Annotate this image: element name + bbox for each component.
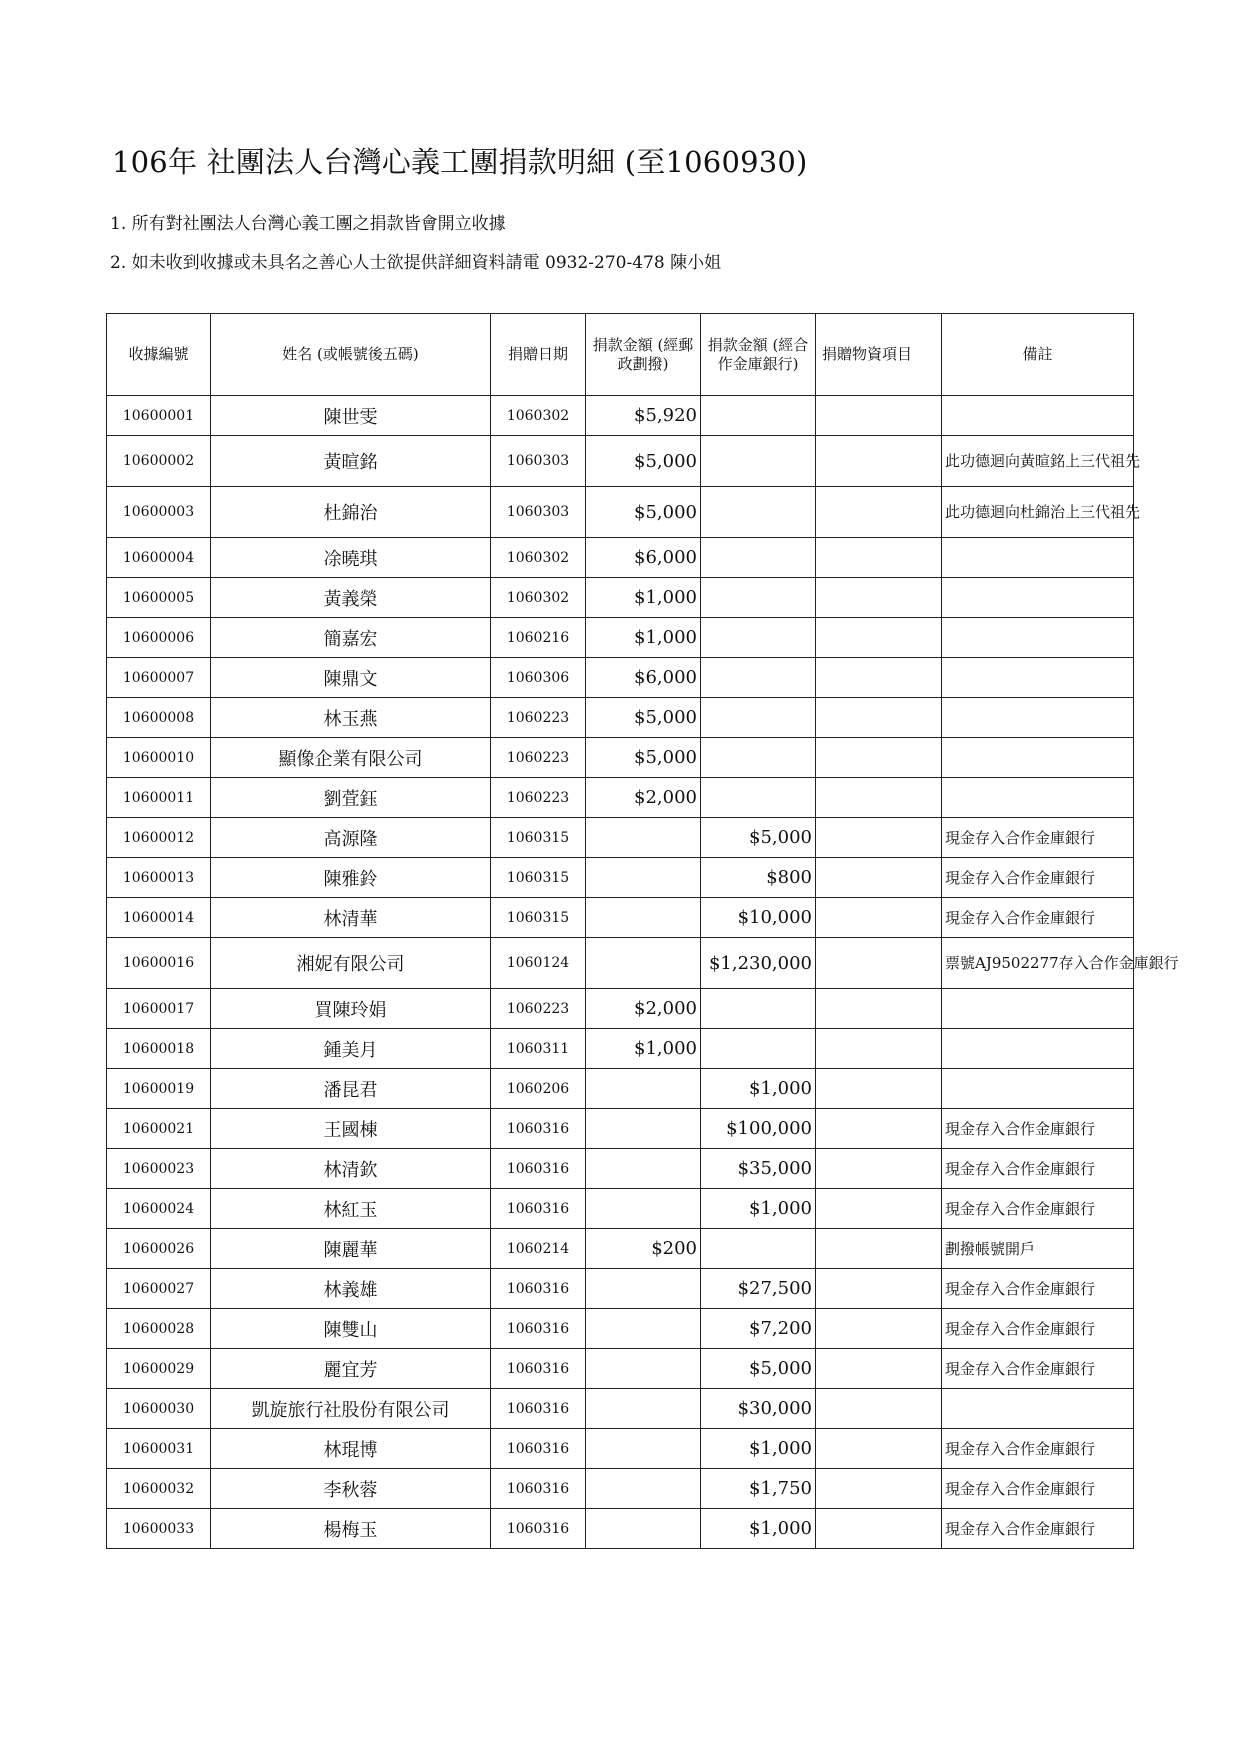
amount-bank-cell: $1,000 <box>701 1189 816 1229</box>
table-row <box>107 1469 1134 1509</box>
donated-items-cell <box>816 938 942 989</box>
remark-cell: 現金存入合作金庫銀行 <box>942 1149 1134 1189</box>
donated-items-cell <box>816 1269 942 1309</box>
table-row <box>107 738 1134 778</box>
table-row <box>107 436 1134 487</box>
amount-postal-cell <box>586 898 701 938</box>
amount-bank-cell <box>701 738 816 778</box>
header-donation-date: 捐贈日期 <box>491 314 586 396</box>
table-row <box>107 818 1134 858</box>
amount-bank-cell <box>701 487 816 538</box>
table-row <box>107 938 1134 989</box>
donated-items-cell <box>816 1069 942 1109</box>
donated-items-cell <box>816 989 942 1029</box>
table-row <box>107 1229 1134 1269</box>
donation-date-cell: 1060316 <box>491 1109 586 1149</box>
amount-bank-cell <box>701 989 816 1029</box>
donation-date-cell: 1060315 <box>491 898 586 938</box>
receipt-number-cell: 10600011 <box>107 778 211 818</box>
remark-cell <box>942 989 1134 1029</box>
header-donor-name: 姓名 (或帳號後五碼) <box>211 314 491 396</box>
donor-name-cell: 王國棟 <box>211 1109 491 1149</box>
receipt-number-cell: 10600026 <box>107 1229 211 1269</box>
receipt-number-cell: 10600029 <box>107 1349 211 1389</box>
donated-items-cell <box>816 1469 942 1509</box>
amount-postal-cell: $5,000 <box>586 436 701 487</box>
remark-cell: 劃撥帳號開戶 <box>942 1229 1134 1269</box>
header-receipt-number: 收據編號 <box>107 314 211 396</box>
remark-cell <box>942 396 1134 436</box>
donation-date-cell: 1060223 <box>491 698 586 738</box>
amount-bank-cell: $1,750 <box>701 1469 816 1509</box>
amount-bank-cell <box>701 698 816 738</box>
header-amount-bank: 捐款金額 (經合作金庫銀行) <box>701 314 816 396</box>
amount-postal-cell <box>586 818 701 858</box>
donor-name-cell: 林琨博 <box>211 1429 491 1469</box>
donation-date-cell: 1060311 <box>491 1029 586 1069</box>
donor-name-cell: 林玉燕 <box>211 698 491 738</box>
donor-name-cell: 黃暄銘 <box>211 436 491 487</box>
remark-cell <box>942 538 1134 578</box>
donation-date-cell: 1060316 <box>491 1349 586 1389</box>
amount-postal-cell <box>586 858 701 898</box>
donation-date-cell: 1060216 <box>491 618 586 658</box>
donation-date-cell: 1060316 <box>491 1389 586 1429</box>
amount-postal-cell: $5,920 <box>586 396 701 436</box>
donated-items-cell <box>816 858 942 898</box>
donor-name-cell: 陳雅鈴 <box>211 858 491 898</box>
receipt-number-cell: 10600031 <box>107 1429 211 1469</box>
donated-items-cell <box>816 1389 942 1429</box>
receipt-number-cell: 10600001 <box>107 396 211 436</box>
amount-postal-cell: $1,000 <box>586 618 701 658</box>
donation-table <box>106 313 1179 1549</box>
table-row <box>107 1149 1134 1189</box>
donation-date-cell: 1060316 <box>491 1309 586 1349</box>
receipt-number-cell: 10600019 <box>107 1069 211 1109</box>
amount-bank-cell <box>701 778 816 818</box>
amount-postal-cell <box>586 1389 701 1429</box>
amount-bank-cell: $1,000 <box>701 1429 816 1469</box>
amount-postal-cell <box>586 1069 701 1109</box>
table-row <box>107 1309 1134 1349</box>
receipt-number-cell: 10600008 <box>107 698 211 738</box>
table-row <box>107 487 1134 538</box>
donation-date-cell: 1060223 <box>491 778 586 818</box>
amount-bank-cell: $30,000 <box>701 1389 816 1429</box>
amount-postal-cell <box>586 938 701 989</box>
donor-name-cell: 簡嘉宏 <box>211 618 491 658</box>
table-row <box>107 1349 1134 1389</box>
table-row <box>107 578 1134 618</box>
donor-name-cell: 顯像企業有限公司 <box>211 738 491 778</box>
amount-postal-cell: $5,000 <box>586 487 701 538</box>
donated-items-cell <box>816 618 942 658</box>
remark-cell <box>942 1069 1134 1109</box>
donation-date-cell: 1060302 <box>491 538 586 578</box>
receipt-number-cell: 10600004 <box>107 538 211 578</box>
header-amount-postal: 捐款金額 (經郵政劃撥) <box>586 314 701 396</box>
amount-postal-cell <box>586 1149 701 1189</box>
donation-date-cell: 1060315 <box>491 858 586 898</box>
donor-name-cell: 黃義榮 <box>211 578 491 618</box>
donated-items-cell <box>816 436 942 487</box>
donated-items-cell <box>816 1349 942 1389</box>
amount-postal-cell: $1,000 <box>586 578 701 618</box>
amount-bank-cell: $5,000 <box>701 818 816 858</box>
donated-items-cell <box>816 1149 942 1189</box>
donor-name-cell: 陳麗華 <box>211 1229 491 1269</box>
table-row <box>107 1189 1134 1229</box>
table-row <box>107 1509 1134 1549</box>
receipt-number-cell: 10600003 <box>107 487 211 538</box>
amount-bank-cell <box>701 618 816 658</box>
remark-cell: 此功德迴向杜錦治上三代祖先 <box>942 487 1134 538</box>
remark-cell <box>942 778 1134 818</box>
table-row <box>107 858 1134 898</box>
donation-date-cell: 1060306 <box>491 658 586 698</box>
donor-name-cell: 凱旋旅行社股份有限公司 <box>211 1389 491 1429</box>
amount-bank-cell <box>701 396 816 436</box>
donor-name-cell: 李秋蓉 <box>211 1469 491 1509</box>
amount-postal-cell: $5,000 <box>586 738 701 778</box>
donation-date-cell: 1060316 <box>491 1269 586 1309</box>
donor-name-cell: 杜錦治 <box>211 487 491 538</box>
remark-cell: 現金存入合作金庫銀行 <box>942 818 1134 858</box>
amount-bank-cell: $35,000 <box>701 1149 816 1189</box>
amount-bank-cell <box>701 538 816 578</box>
donation-date-cell: 1060302 <box>491 578 586 618</box>
remark-cell: 現金存入合作金庫銀行 <box>942 1109 1134 1149</box>
remark-cell: 此功德迴向黃暄銘上三代祖先 <box>942 436 1134 487</box>
receipt-number-cell: 10600027 <box>107 1269 211 1309</box>
donated-items-cell <box>816 1429 942 1469</box>
donor-name-cell: 潘昆君 <box>211 1069 491 1109</box>
donor-name-cell: 麗宜芳 <box>211 1349 491 1389</box>
table-row <box>107 538 1134 578</box>
receipt-number-cell: 10600033 <box>107 1509 211 1549</box>
donation-date-cell: 1060124 <box>491 938 586 989</box>
header-remarks: 備註 <box>942 314 1134 396</box>
amount-bank-cell: $1,000 <box>701 1509 816 1549</box>
donation-date-cell: 1060316 <box>491 1189 586 1229</box>
remark-cell: 現金存入合作金庫銀行 <box>942 1309 1134 1349</box>
amount-bank-cell <box>701 436 816 487</box>
amount-postal-cell: $2,000 <box>586 989 701 1029</box>
donor-name-cell: 林義雄 <box>211 1269 491 1309</box>
donor-name-cell: 買陳玲娟 <box>211 989 491 1029</box>
amount-bank-cell: $100,000 <box>701 1109 816 1149</box>
donor-name-cell: 林清欽 <box>211 1149 491 1189</box>
remark-cell: 現金存入合作金庫銀行 <box>942 1269 1134 1309</box>
amount-postal-cell: $2,000 <box>586 778 701 818</box>
amount-bank-cell: $1,000 <box>701 1069 816 1109</box>
receipt-number-cell: 10600007 <box>107 658 211 698</box>
donated-items-cell <box>816 898 942 938</box>
donor-name-cell: 陳鼎文 <box>211 658 491 698</box>
table-row <box>107 618 1134 658</box>
table-row <box>107 989 1134 1029</box>
donation-date-cell: 1060316 <box>491 1429 586 1469</box>
donated-items-cell <box>816 1309 942 1349</box>
receipt-number-cell: 10600002 <box>107 436 211 487</box>
donation-date-cell: 1060316 <box>491 1149 586 1189</box>
remark-cell: 現金存入合作金庫銀行 <box>942 1429 1134 1469</box>
remark-cell: 現金存入合作金庫銀行 <box>942 1189 1134 1229</box>
remark-cell <box>942 658 1134 698</box>
donor-name-cell: 高源隆 <box>211 818 491 858</box>
table-header-row <box>107 314 1134 396</box>
amount-bank-cell <box>701 1029 816 1069</box>
donation-date-cell: 1060303 <box>491 487 586 538</box>
amount-postal-cell <box>586 1309 701 1349</box>
donor-name-cell: 湘妮有限公司 <box>211 938 491 989</box>
amount-bank-cell: $10,000 <box>701 898 816 938</box>
donor-name-cell: 鍾美月 <box>211 1029 491 1069</box>
amount-postal-cell <box>586 1269 701 1309</box>
donated-items-cell <box>816 1029 942 1069</box>
amount-bank-cell: $5,000 <box>701 1349 816 1389</box>
donation-date-cell: 1060206 <box>491 1069 586 1109</box>
donor-name-cell: 林紅玉 <box>211 1189 491 1229</box>
receipt-number-cell: 10600017 <box>107 989 211 1029</box>
table-row <box>107 698 1134 738</box>
note-receipt-issued: 1. 所有對社團法人台灣心義工團之捐款皆會開立收據 <box>110 214 506 234</box>
donation-table-body <box>107 396 1179 1549</box>
amount-postal-cell <box>586 1109 701 1149</box>
donor-name-cell: 陳雙山 <box>211 1309 491 1349</box>
donated-items-cell <box>816 778 942 818</box>
donation-date-cell: 1060316 <box>491 1469 586 1509</box>
donor-name-cell: 劉萓鈺 <box>211 778 491 818</box>
amount-bank-cell <box>701 1229 816 1269</box>
donation-date-cell: 1060315 <box>491 818 586 858</box>
donated-items-cell <box>816 578 942 618</box>
amount-postal-cell <box>586 1469 701 1509</box>
receipt-number-cell: 10600005 <box>107 578 211 618</box>
table-row <box>107 778 1134 818</box>
amount-bank-cell <box>701 658 816 698</box>
amount-bank-cell: $800 <box>701 858 816 898</box>
table-row <box>107 1429 1134 1469</box>
donated-items-cell <box>816 538 942 578</box>
receipt-number-cell: 10600023 <box>107 1149 211 1189</box>
table-row <box>107 396 1134 436</box>
table-row <box>107 1069 1134 1109</box>
header-donated-items: 捐贈物資項目 <box>816 314 942 396</box>
donated-items-cell <box>816 396 942 436</box>
donor-name-cell: 陳世雯 <box>211 396 491 436</box>
amount-postal-cell <box>586 1509 701 1549</box>
donated-items-cell <box>816 487 942 538</box>
table-row <box>107 1269 1134 1309</box>
remark-cell: 現金存入合作金庫銀行 <box>942 1349 1134 1389</box>
page-title: 106年 社團法人台灣心義工團捐款明細 (至1060930) <box>112 145 808 179</box>
table-row <box>107 898 1134 938</box>
donor-name-cell: 凃曉琪 <box>211 538 491 578</box>
amount-postal-cell <box>586 1429 701 1469</box>
amount-bank-cell <box>701 578 816 618</box>
receipt-number-cell: 10600014 <box>107 898 211 938</box>
donation-date-cell: 1060223 <box>491 989 586 1029</box>
donated-items-cell <box>816 1229 942 1269</box>
remark-cell <box>942 698 1134 738</box>
donation-date-cell: 1060316 <box>491 1509 586 1549</box>
receipt-number-cell: 10600021 <box>107 1109 211 1149</box>
table-row <box>107 1109 1134 1149</box>
receipt-number-cell: 10600006 <box>107 618 211 658</box>
receipt-number-cell: 10600013 <box>107 858 211 898</box>
amount-postal-cell: $200 <box>586 1229 701 1269</box>
donor-name-cell: 楊梅玉 <box>211 1509 491 1549</box>
amount-postal-cell: $1,000 <box>586 1029 701 1069</box>
donation-date-cell: 1060303 <box>491 436 586 487</box>
remark-cell <box>942 1389 1134 1429</box>
remark-cell: 現金存入合作金庫銀行 <box>942 898 1134 938</box>
amount-postal-cell: $6,000 <box>586 658 701 698</box>
receipt-number-cell: 10600032 <box>107 1469 211 1509</box>
donation-date-cell: 1060214 <box>491 1229 586 1269</box>
amount-postal-cell: $6,000 <box>586 538 701 578</box>
receipt-number-cell: 10600024 <box>107 1189 211 1229</box>
note-contact-info: 2. 如未收到收據或未具名之善心人士欲提供詳細資料請電 0932-270-478 陳小姐 <box>110 253 722 273</box>
receipt-number-cell: 10600018 <box>107 1029 211 1069</box>
amount-bank-cell: $27,500 <box>701 1269 816 1309</box>
amount-bank-cell: $1,230,000 <box>701 938 816 989</box>
donated-items-cell <box>816 1109 942 1149</box>
donor-name-cell: 林清華 <box>211 898 491 938</box>
donation-date-cell: 1060223 <box>491 738 586 778</box>
remark-cell: 現金存入合作金庫銀行 <box>942 1469 1134 1509</box>
amount-bank-cell: $7,200 <box>701 1309 816 1349</box>
receipt-number-cell: 10600030 <box>107 1389 211 1429</box>
donation-date-cell: 1060302 <box>491 396 586 436</box>
donated-items-cell <box>816 658 942 698</box>
receipt-number-cell: 10600016 <box>107 938 211 989</box>
table-row <box>107 1029 1134 1069</box>
donated-items-cell <box>816 818 942 858</box>
table-row <box>107 658 1134 698</box>
amount-postal-cell: $5,000 <box>586 698 701 738</box>
donated-items-cell <box>816 1509 942 1549</box>
remark-cell: 票號AJ9502277存入合作金庫銀行 <box>942 938 1134 989</box>
remark-cell <box>942 578 1134 618</box>
amount-postal-cell <box>586 1189 701 1229</box>
remark-cell: 現金存入合作金庫銀行 <box>942 1509 1134 1549</box>
table-row <box>107 1389 1134 1429</box>
receipt-number-cell: 10600010 <box>107 738 211 778</box>
receipt-number-cell: 10600028 <box>107 1309 211 1349</box>
donated-items-cell <box>816 698 942 738</box>
remark-cell: 現金存入合作金庫銀行 <box>942 858 1134 898</box>
remark-cell <box>942 618 1134 658</box>
receipt-number-cell: 10600012 <box>107 818 211 858</box>
remark-cell <box>942 1029 1134 1069</box>
amount-postal-cell <box>586 1349 701 1389</box>
remark-cell <box>942 738 1134 778</box>
donated-items-cell <box>816 1189 942 1229</box>
donated-items-cell <box>816 738 942 778</box>
